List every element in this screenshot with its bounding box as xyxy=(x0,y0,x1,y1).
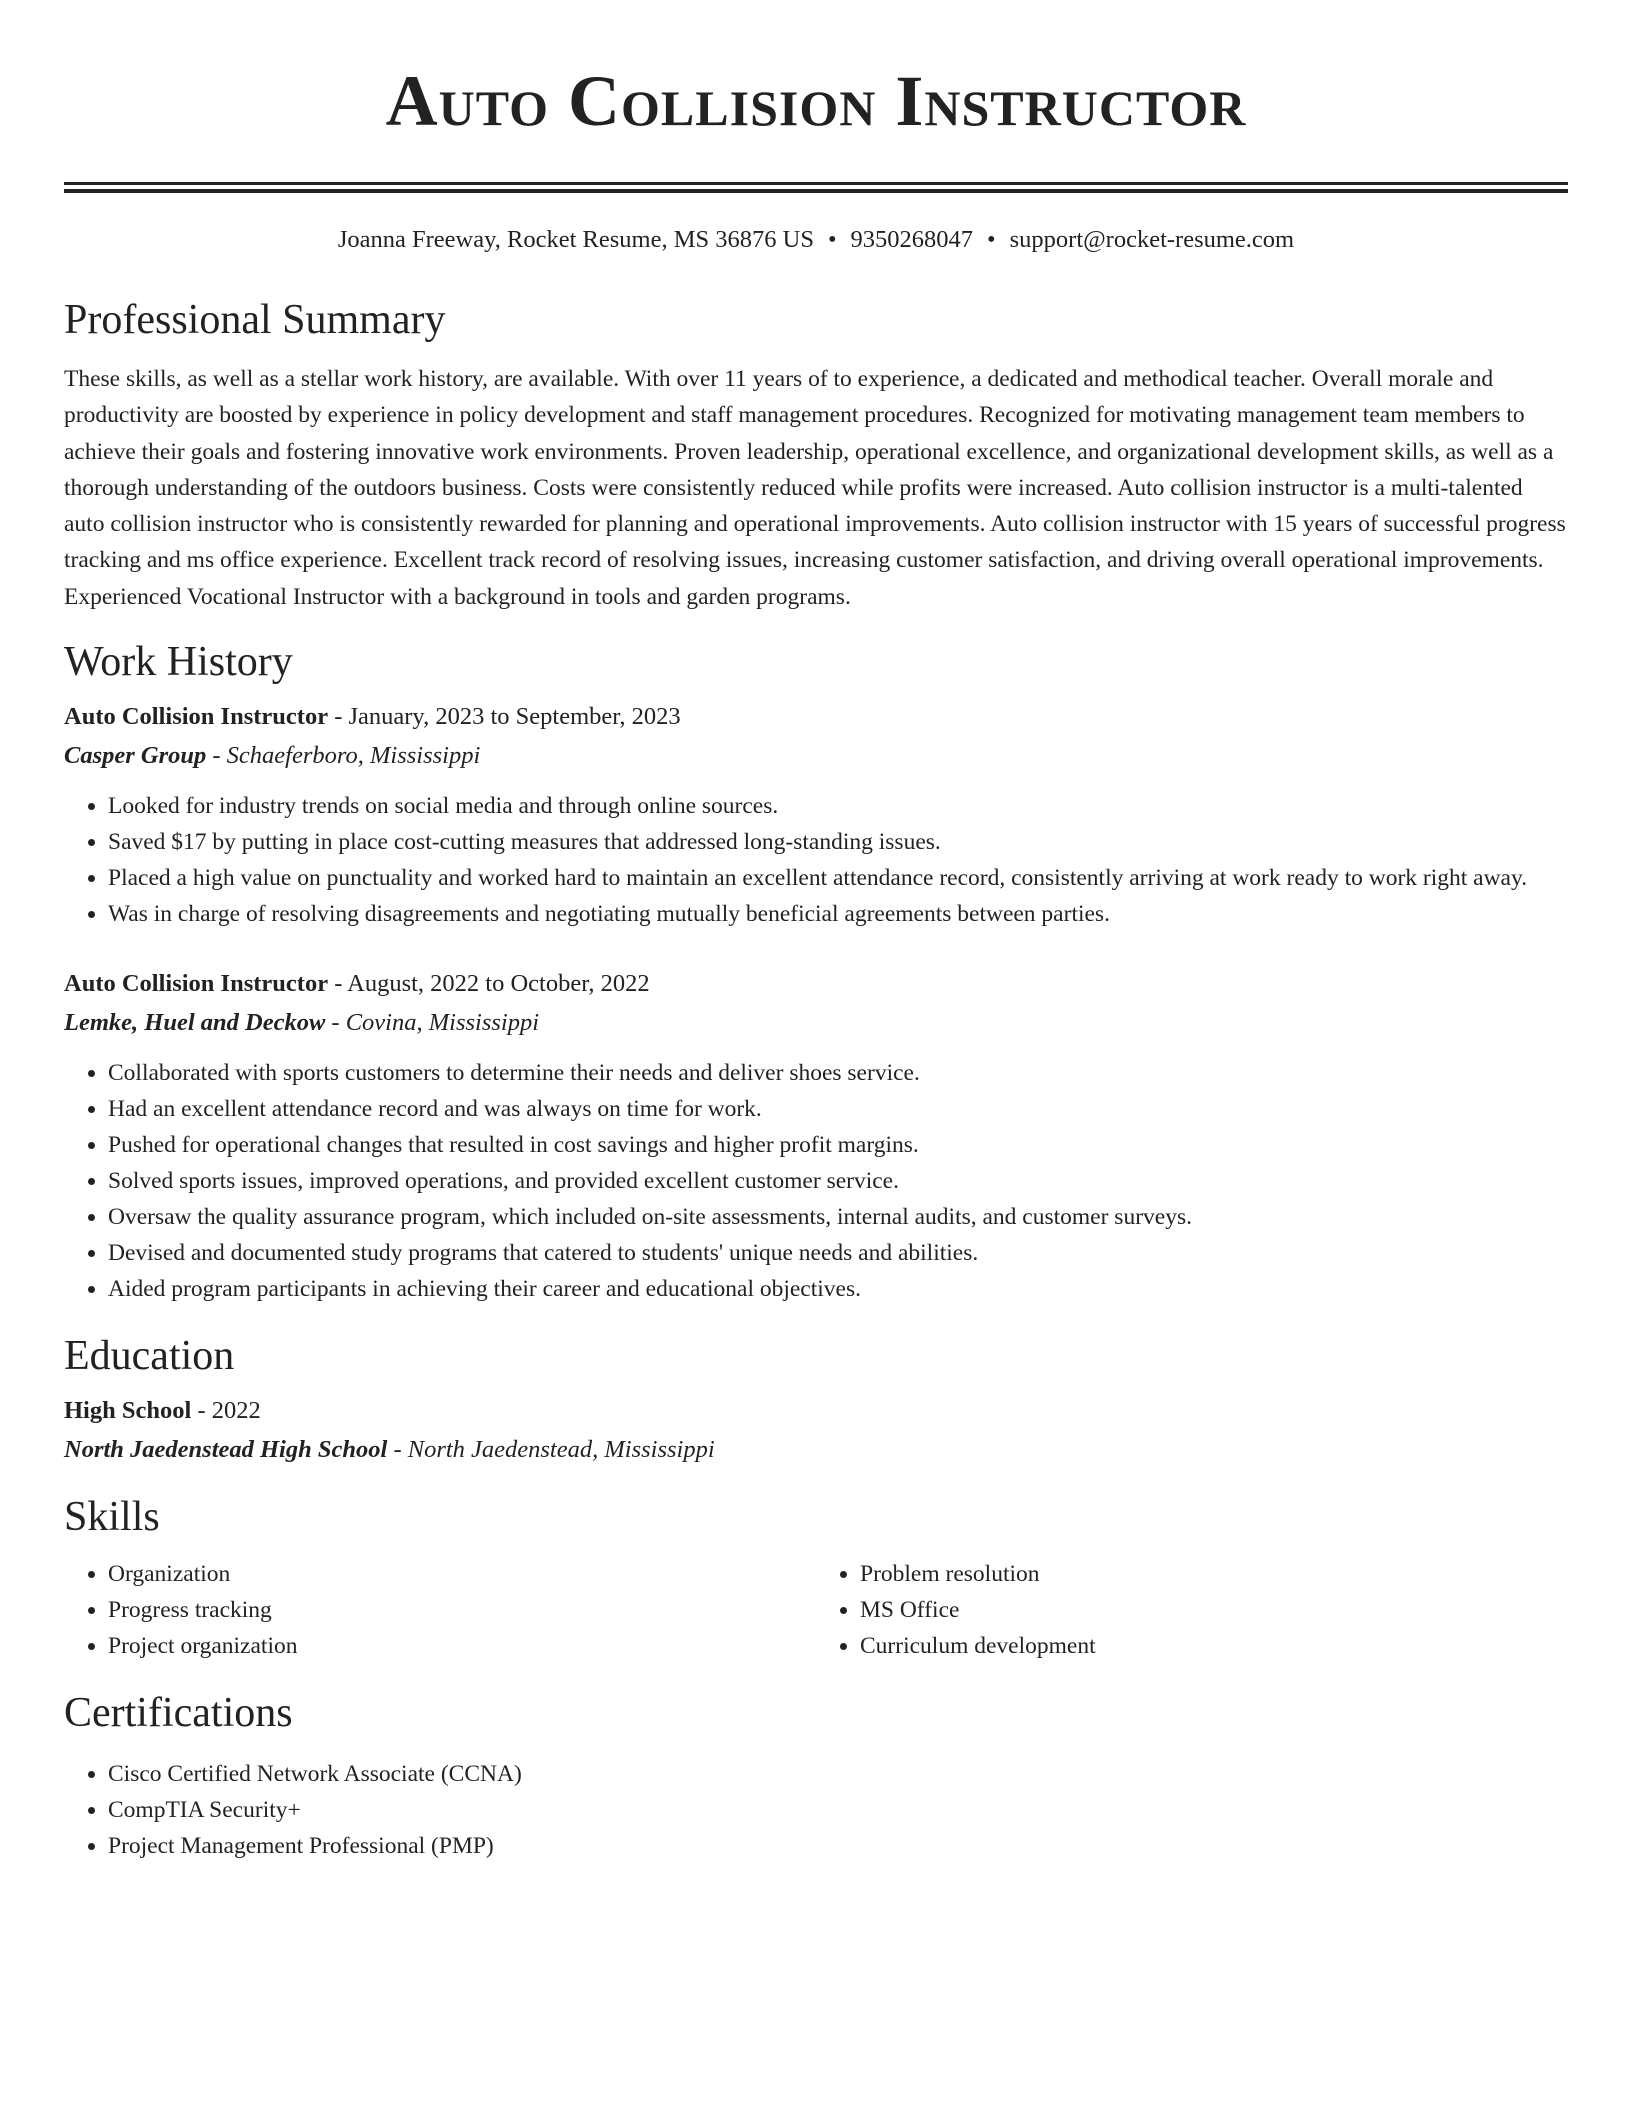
skill-item: • Problem resolution xyxy=(860,1556,1568,1592)
job-bullets xyxy=(64,788,1568,932)
summary-text: These skills, as well as a stellar work history, are available. With over 11 years of to experience, a dedicated and methodical teacher. Overall morale and productivity are boosted by experience in policy development and staff management procedures. Recognized for motivating management team members to achieve their goals and fostering innovative work environments. Proven leadership, operational excellence, and organizational development skills, as well as a thorough understanding of the outdoors business. Costs were consistently reduced while profits were increased. Auto collision instructor is a multi-talented auto collision instructor who is consistently rewarded for planning and operational improvements. Auto collision instructor with 15 years of successful progress tracking and ms office experience. Excellent track record of resolving issues, increasing customer satisfaction, and driving overall operational improvements. Experienced Vocational Instructor with a background in tools and garden programs. xyxy=(64,366,1566,610)
certifications-list xyxy=(64,1756,1568,1864)
job-bullets xyxy=(64,1055,1568,1307)
skill-item: • MS Office xyxy=(860,1592,1568,1628)
skills-heading: Skills xyxy=(64,1494,160,1541)
skill-item: • Project organization xyxy=(108,1628,816,1664)
contact-separator: • xyxy=(827,226,837,253)
list-item: • Collaborated with sports customers to determine their needs and deliver shoes service. xyxy=(108,1055,1568,1091)
candidate-name: Auto Collision Instructor xyxy=(385,61,1247,141)
job-company-line xyxy=(64,738,1568,774)
contact-email: support@rocket-resume.com xyxy=(1009,226,1295,253)
certification-item: • Cisco Certified Network Associate (CCNA) xyxy=(108,1756,1568,1792)
job-dates: - January, 2023 to September, 2023 xyxy=(328,703,681,731)
contact-line xyxy=(64,223,1568,257)
education-heading: Education xyxy=(64,1333,235,1380)
job-entry xyxy=(64,966,1568,1307)
contact-separator: • xyxy=(987,226,996,253)
education-school: North Jaedenstead High School xyxy=(64,1436,388,1464)
contact-phone: 9350268047 xyxy=(850,226,974,253)
skills-grid xyxy=(64,1556,1568,1664)
job-company-line xyxy=(64,1005,1568,1041)
education-school-line xyxy=(64,1432,1568,1468)
list-item: • Oversaw the quality assurance program, which included on-site assessments, internal audits, and customer surveys. xyxy=(108,1199,1568,1235)
education-degree-line xyxy=(64,1393,1568,1429)
certification-item: • CompTIA Security+ xyxy=(108,1792,1568,1828)
list-item: • Placed a high value on punctuality and worked hard to maintain an excellent attendance record, consistently arriving at work ready to work right away. xyxy=(108,860,1568,896)
list-item: • Was in charge of resolving disagreements and negotiating mutually beneficial agreements between parties. xyxy=(108,896,1568,932)
job-role: Auto Collision Instructor xyxy=(64,970,329,998)
list-item: • Saved $17 by putting in place cost-cutting measures that addressed long-standing issues. xyxy=(108,824,1568,860)
education-entry xyxy=(64,1393,1568,1468)
job-entry xyxy=(64,699,1568,932)
summary-heading: Professional Summary xyxy=(64,297,446,343)
skill-item: • Organization xyxy=(108,1556,816,1592)
job-title-line xyxy=(64,699,1568,735)
education-year: - 2022 xyxy=(191,1397,261,1425)
education-degree: High School xyxy=(64,1397,192,1425)
list-item: • Solved sports issues, improved operations, and provided excellent customer service. xyxy=(108,1163,1568,1199)
job-location: - Schaeferboro, Mississippi xyxy=(206,742,481,770)
skills-column-left xyxy=(64,1556,816,1664)
list-item: • Aided program participants in achieving their career and educational objectives. xyxy=(108,1271,1568,1307)
job-location: - Covina, Mississippi xyxy=(325,1009,540,1037)
list-item: • Pushed for operational changes that resulted in cost savings and higher profit margins. xyxy=(108,1127,1568,1163)
job-company: Casper Group xyxy=(64,742,207,770)
job-company: Lemke, Huel and Deckow xyxy=(64,1009,326,1037)
job-role: Auto Collision Instructor xyxy=(64,703,329,731)
work-history-heading: Work History xyxy=(64,639,293,686)
job-dates: - August, 2022 to October, 2022 xyxy=(328,970,650,998)
contact-address: Joanna Freeway, Rocket Resume, MS 36876 US xyxy=(337,226,814,253)
skill-item: • Progress tracking xyxy=(108,1592,816,1628)
skills-column-right xyxy=(816,1556,1568,1664)
education-location: - North Jaedenstead, Mississippi xyxy=(387,1436,715,1464)
certification-item: • Project Management Professional (PMP) xyxy=(108,1828,1568,1864)
list-item: • Had an excellent attendance record and was always on time for work. xyxy=(108,1091,1568,1127)
header-divider xyxy=(64,182,1568,193)
certifications-heading: Certifications xyxy=(64,1690,293,1737)
job-title-line xyxy=(64,966,1568,1002)
list-item: • Devised and documented study programs that catered to students' unique needs and abilities. xyxy=(108,1235,1568,1271)
list-item: • Looked for industry trends on social media and through online sources. xyxy=(108,788,1568,824)
skill-item: • Curriculum development xyxy=(860,1628,1568,1664)
